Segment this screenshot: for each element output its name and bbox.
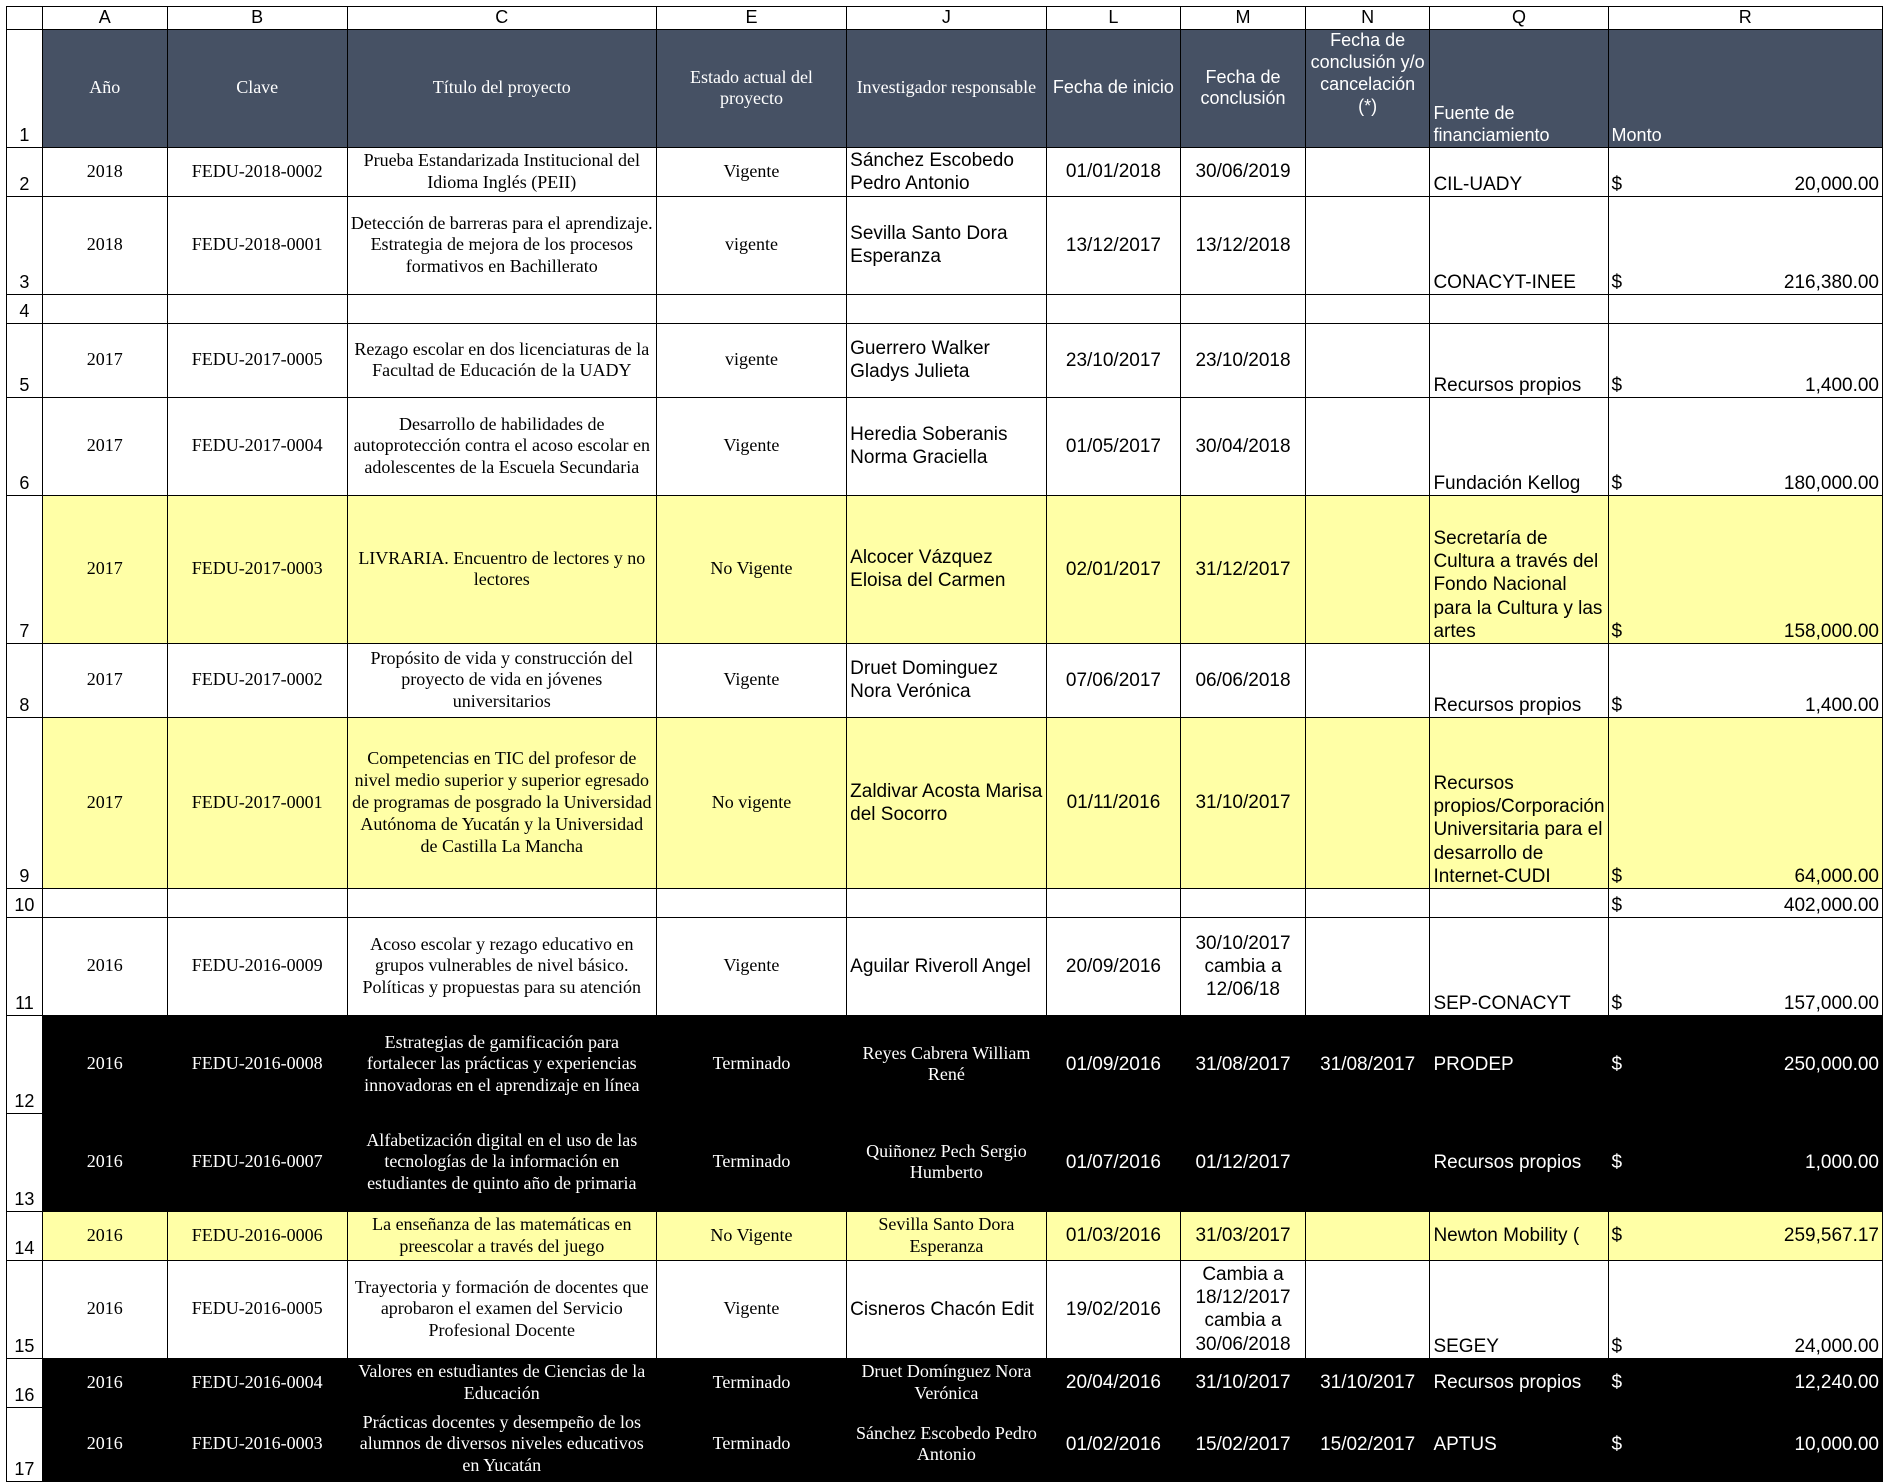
- cell-fecha-cancelacion[interactable]: [1305, 888, 1430, 917]
- cell-titulo[interactable]: [347, 888, 656, 917]
- row-number[interactable]: 1: [7, 29, 43, 147]
- cell-anio[interactable]: [42, 294, 167, 323]
- cell-fuente[interactable]: SEGEY: [1430, 1260, 1608, 1358]
- header-titulo[interactable]: Título del proyecto: [347, 29, 656, 147]
- cell-fecha-cancelacion[interactable]: [1305, 323, 1430, 397]
- table-row: [7, 1407, 1883, 1481]
- cell-fuente[interactable]: Newton Mobility (: [1430, 1211, 1608, 1260]
- cell-investigador[interactable]: Alcocer Vázquez Eloisa del Carmen: [847, 495, 1047, 643]
- cell-fecha-cancelacion[interactable]: [1305, 1260, 1430, 1358]
- currency-symbol: $: [1611, 472, 1623, 494]
- column-letter[interactable]: E: [656, 7, 846, 30]
- cell-clave[interactable]: FEDU-2017-0001: [167, 717, 347, 888]
- cell-anio[interactable]: 2016: [42, 917, 167, 1015]
- cell-fuente[interactable]: Recursos propios: [1430, 323, 1608, 397]
- cell-investigador[interactable]: Druet Dominguez Nora Verónica: [847, 643, 1047, 717]
- cell-fecha-conclusion[interactable]: 30/10/2017 cambia a 12/06/18: [1181, 917, 1306, 1015]
- cell-fuente[interactable]: [1430, 888, 1608, 917]
- cell-fecha-inicio[interactable]: 19/02/2016: [1046, 1260, 1181, 1358]
- currency-symbol: $: [1611, 1151, 1623, 1173]
- cell-monto[interactable]: [1608, 495, 1882, 643]
- column-header-row: [7, 7, 1883, 30]
- cell-investigador[interactable]: Sevilla Santo Dora Esperanza: [847, 196, 1047, 294]
- cell-estado[interactable]: [656, 888, 846, 917]
- cell-monto[interactable]: [1608, 196, 1882, 294]
- header-fuente[interactable]: Fuente de financiamiento: [1430, 29, 1608, 147]
- cell-titulo[interactable]: Prueba Estandarizada Institucional del Idioma Inglés (PEII): [347, 147, 656, 196]
- cell-anio[interactable]: 2016: [42, 1015, 167, 1113]
- cell-fuente[interactable]: PRODEP: [1430, 1015, 1608, 1113]
- cell-titulo[interactable]: Propósito de vida y construcción del proyecto de vida en jóvenes universitarios: [347, 643, 656, 717]
- cell-fuente[interactable]: [1430, 294, 1608, 323]
- cell-titulo[interactable]: [347, 294, 656, 323]
- cell-anio[interactable]: 2016: [42, 1358, 167, 1407]
- currency-symbol: $: [1611, 1372, 1623, 1394]
- amount-value: 1,400.00: [1805, 374, 1879, 396]
- table-row: [7, 495, 1883, 643]
- table-row: [7, 888, 1883, 917]
- header-fecha-inicio[interactable]: Fecha de inicio: [1046, 29, 1181, 147]
- cell-fecha-cancelacion[interactable]: [1305, 495, 1430, 643]
- cell-estado[interactable]: Terminado: [656, 1358, 846, 1407]
- table-row: [7, 717, 1883, 888]
- cell-fecha-cancelacion[interactable]: 15/02/2017: [1305, 1407, 1430, 1481]
- cell-fecha-inicio[interactable]: 23/10/2017: [1046, 323, 1181, 397]
- cell-fecha-cancelacion[interactable]: [1305, 147, 1430, 196]
- cell-fuente[interactable]: Recursos propios: [1430, 1358, 1608, 1407]
- cell-clave[interactable]: FEDU-2016-0006: [167, 1211, 347, 1260]
- currency-symbol: $: [1611, 1053, 1623, 1075]
- row-number[interactable]: 2: [7, 147, 43, 196]
- cell-clave[interactable]: [167, 294, 347, 323]
- cell-monto[interactable]: [1608, 888, 1882, 917]
- amount-value: 180,000.00: [1783, 472, 1879, 494]
- cell-estado[interactable]: No Vigente: [656, 495, 846, 643]
- table-row: [7, 1113, 1883, 1211]
- cell-estado[interactable]: [656, 294, 846, 323]
- cell-investigador[interactable]: [847, 888, 1047, 917]
- cell-clave[interactable]: FEDU-2016-0008: [167, 1015, 347, 1113]
- corner-cell[interactable]: [7, 7, 43, 30]
- cell-investigador[interactable]: Druet Domínguez Nora Verónica: [847, 1358, 1047, 1407]
- column-letter[interactable]: C: [347, 7, 656, 30]
- cell-fecha-cancelacion[interactable]: [1305, 196, 1430, 294]
- cell-clave[interactable]: FEDU-2017-0003: [167, 495, 347, 643]
- amount-value: 10,000.00: [1794, 1433, 1879, 1455]
- currency-symbol: $: [1611, 374, 1623, 396]
- cell-fecha-inicio[interactable]: 02/01/2017: [1046, 495, 1181, 643]
- table-row: [7, 643, 1883, 717]
- cell-anio[interactable]: 2017: [42, 643, 167, 717]
- header-anio[interactable]: Año: [42, 29, 167, 147]
- table-row: [7, 1211, 1883, 1260]
- table-row: [7, 1358, 1883, 1407]
- cell-fuente[interactable]: SEP-CONACYT: [1430, 917, 1608, 1015]
- table-row: [7, 917, 1883, 1015]
- cell-fecha-cancelacion[interactable]: 31/08/2017: [1305, 1015, 1430, 1113]
- cell-estado[interactable]: Vigente: [656, 643, 846, 717]
- table-row: [7, 323, 1883, 397]
- currency-symbol: $: [1611, 271, 1623, 293]
- row-number[interactable]: 14: [7, 1211, 43, 1260]
- cell-anio[interactable]: 2018: [42, 147, 167, 196]
- cell-titulo[interactable]: Estrategias de gamificación para fortalecer las prácticas y experiencias innovadoras en el aprendizaje en línea: [347, 1015, 656, 1113]
- header-fecha-conclusion[interactable]: Fecha de conclusión: [1181, 29, 1306, 147]
- row-number[interactable]: 11: [7, 917, 43, 1015]
- row-number[interactable]: 17: [7, 1407, 43, 1481]
- cell-fecha-inicio[interactable]: [1046, 294, 1181, 323]
- row-number[interactable]: 10: [7, 888, 43, 917]
- cell-monto[interactable]: [1608, 717, 1882, 888]
- cell-clave[interactable]: [167, 888, 347, 917]
- column-letter[interactable]: A: [42, 7, 167, 30]
- cell-monto[interactable]: [1608, 323, 1882, 397]
- cell-clave[interactable]: FEDU-2016-0009: [167, 917, 347, 1015]
- row-number[interactable]: 8: [7, 643, 43, 717]
- cell-monto[interactable]: [1608, 1015, 1882, 1113]
- cell-fecha-inicio[interactable]: [1046, 888, 1181, 917]
- cell-investigador[interactable]: Cisneros Chacón Edit: [847, 1260, 1047, 1358]
- currency-symbol: $: [1611, 1225, 1623, 1247]
- cell-fecha-conclusion[interactable]: 31/12/2017: [1181, 495, 1306, 643]
- header-investigador[interactable]: Investigador responsable: [847, 29, 1047, 147]
- cell-monto[interactable]: [1608, 294, 1882, 323]
- cell-fecha-conclusion[interactable]: 31/10/2017: [1181, 1358, 1306, 1407]
- row-number[interactable]: 7: [7, 495, 43, 643]
- cell-fuente[interactable]: Fundación Kellog: [1430, 397, 1608, 495]
- currency-symbol: $: [1611, 894, 1623, 916]
- currency-symbol: $: [1611, 173, 1623, 195]
- cell-estado[interactable]: Vigente: [656, 147, 846, 196]
- cell-fuente[interactable]: Secretaría de Cultura a través del Fondo Nacional para la Cultura y las artes: [1430, 495, 1608, 643]
- cell-anio[interactable]: 2017: [42, 495, 167, 643]
- cell-fecha-inicio[interactable]: 01/09/2016: [1046, 1015, 1181, 1113]
- table-row: [7, 1015, 1883, 1113]
- cell-titulo[interactable]: Acoso escolar y rezago educativo en grupos vulnerables de nivel básico. Políticas y propuestas para su atención: [347, 917, 656, 1015]
- cell-monto[interactable]: [1608, 397, 1882, 495]
- amount-value: 402,000.00: [1783, 894, 1879, 916]
- cell-estado[interactable]: Vigente: [656, 397, 846, 495]
- currency-symbol: $: [1611, 694, 1623, 716]
- cell-fecha-inicio[interactable]: 20/04/2016: [1046, 1358, 1181, 1407]
- cell-fuente[interactable]: Recursos propios: [1430, 1113, 1608, 1211]
- cell-fecha-conclusion[interactable]: [1181, 294, 1306, 323]
- cell-fecha-conclusion[interactable]: 30/06/2019: [1181, 147, 1306, 196]
- cell-clave[interactable]: FEDU-2018-0002: [167, 147, 347, 196]
- cell-fecha-inicio[interactable]: 01/01/2018: [1046, 147, 1181, 196]
- cell-anio[interactable]: 2016: [42, 1113, 167, 1211]
- currency-symbol: $: [1611, 620, 1623, 642]
- cell-investigador[interactable]: Sevilla Santo Dora Esperanza: [847, 1211, 1047, 1260]
- cell-anio[interactable]: 2017: [42, 717, 167, 888]
- column-letter[interactable]: N: [1305, 7, 1430, 30]
- row-number[interactable]: 6: [7, 397, 43, 495]
- header-fecha-cancelacion[interactable]: Fecha de conclusión y/o cancelación (*): [1305, 29, 1430, 147]
- cell-monto[interactable]: [1608, 1407, 1882, 1481]
- cell-fecha-conclusion[interactable]: 31/03/2017: [1181, 1211, 1306, 1260]
- currency-symbol: $: [1611, 1433, 1623, 1455]
- cell-clave[interactable]: FEDU-2018-0001: [167, 196, 347, 294]
- cell-investigador[interactable]: Sánchez Escobedo Pedro Antonio: [847, 1407, 1047, 1481]
- cell-fecha-cancelacion[interactable]: [1305, 917, 1430, 1015]
- cell-clave[interactable]: FEDU-2016-0004: [167, 1358, 347, 1407]
- column-letter[interactable]: Q: [1430, 7, 1608, 30]
- row-number[interactable]: 16: [7, 1358, 43, 1407]
- cell-investigador[interactable]: Zaldivar Acosta Marisa del Socorro: [847, 717, 1047, 888]
- amount-value: 1,000.00: [1805, 1151, 1879, 1173]
- cell-fecha-conclusion[interactable]: 01/12/2017: [1181, 1113, 1306, 1211]
- cell-estado[interactable]: Vigente: [656, 1260, 846, 1358]
- cell-monto[interactable]: [1608, 1113, 1882, 1211]
- row-number[interactable]: 15: [7, 1260, 43, 1358]
- amount-value: 216,380.00: [1783, 271, 1879, 293]
- row-number[interactable]: 13: [7, 1113, 43, 1211]
- cell-fecha-cancelacion[interactable]: [1305, 717, 1430, 888]
- cell-investigador[interactable]: Sánchez Escobedo Pedro Antonio: [847, 147, 1047, 196]
- spreadsheet-table: [6, 6, 1883, 1482]
- cell-investigador[interactable]: Guerrero Walker Gladys Julieta: [847, 323, 1047, 397]
- cell-fuente[interactable]: CIL-UADY: [1430, 147, 1608, 196]
- column-letter[interactable]: L: [1046, 7, 1181, 30]
- currency-symbol: $: [1611, 1335, 1623, 1357]
- cell-fecha-conclusion[interactable]: 30/04/2018: [1181, 397, 1306, 495]
- cell-fecha-inicio[interactable]: 01/02/2016: [1046, 1407, 1181, 1481]
- cell-anio[interactable]: 2016: [42, 1211, 167, 1260]
- cell-estado[interactable]: Terminado: [656, 1407, 846, 1481]
- cell-fecha-conclusion[interactable]: 31/10/2017: [1181, 717, 1306, 888]
- cell-anio[interactable]: 2018: [42, 196, 167, 294]
- cell-fecha-cancelacion[interactable]: [1305, 294, 1430, 323]
- cell-titulo[interactable]: La enseñanza de las matemáticas en preescolar a través del juego: [347, 1211, 656, 1260]
- cell-anio[interactable]: 2017: [42, 397, 167, 495]
- cell-fecha-cancelacion[interactable]: [1305, 643, 1430, 717]
- header-monto[interactable]: Monto: [1608, 29, 1882, 147]
- table-row: [7, 147, 1883, 196]
- cell-investigador[interactable]: Heredia Soberanis Norma Graciella: [847, 397, 1047, 495]
- row-number[interactable]: 9: [7, 717, 43, 888]
- cell-titulo[interactable]: Alfabetización digital en el uso de las tecnologías de la información en estudiantes de quinto año de primaria: [347, 1113, 656, 1211]
- cell-monto[interactable]: [1608, 643, 1882, 717]
- table-row: [7, 1260, 1883, 1358]
- cell-investigador[interactable]: Quiñonez Pech Sergio Humberto: [847, 1113, 1047, 1211]
- table-row: [7, 294, 1883, 323]
- cell-monto[interactable]: [1608, 1358, 1882, 1407]
- amount-value: 24,000.00: [1794, 1335, 1879, 1357]
- currency-symbol: $: [1611, 865, 1623, 887]
- cell-titulo[interactable]: Detección de barreras para el aprendizaje. Estrategia de mejora de los procesos formativos en Bachillerato: [347, 196, 656, 294]
- cell-fuente[interactable]: Recursos propios: [1430, 643, 1608, 717]
- cell-estado[interactable]: No vigente: [656, 717, 846, 888]
- header-estado[interactable]: Estado actual del proyecto: [656, 29, 846, 147]
- cell-monto[interactable]: [1608, 147, 1882, 196]
- cell-fecha-conclusion[interactable]: 06/06/2018: [1181, 643, 1306, 717]
- cell-fecha-conclusion[interactable]: 15/02/2017: [1181, 1407, 1306, 1481]
- column-letter[interactable]: R: [1608, 7, 1882, 30]
- cell-clave[interactable]: FEDU-2016-0005: [167, 1260, 347, 1358]
- cell-fecha-conclusion[interactable]: [1181, 888, 1306, 917]
- cell-fecha-conclusion[interactable]: Cambia a 18/12/2017 cambia a 30/06/2018: [1181, 1260, 1306, 1358]
- amount-value: 12,240.00: [1794, 1372, 1879, 1394]
- cell-investigador[interactable]: Aguilar Riveroll Angel: [847, 917, 1047, 1015]
- cell-fecha-inicio[interactable]: 20/09/2016: [1046, 917, 1181, 1015]
- cell-titulo[interactable]: Desarrollo de habilidades de autoprotección contra el acoso escolar en adolescentes de la Escuela Secundaria: [347, 397, 656, 495]
- cell-investigador[interactable]: [847, 294, 1047, 323]
- cell-fecha-inicio[interactable]: 13/12/2017: [1046, 196, 1181, 294]
- cell-anio[interactable]: 2016: [42, 1407, 167, 1481]
- cell-estado[interactable]: No Vigente: [656, 1211, 846, 1260]
- table-row: [7, 196, 1883, 294]
- currency-symbol: $: [1611, 992, 1623, 1014]
- cell-anio[interactable]: [42, 888, 167, 917]
- cell-titulo[interactable]: LIVRARIA. Encuentro de lectores y no lectores: [347, 495, 656, 643]
- cell-estado[interactable]: Terminado: [656, 1113, 846, 1211]
- cell-fecha-cancelacion[interactable]: [1305, 1113, 1430, 1211]
- cell-monto[interactable]: [1608, 917, 1882, 1015]
- cell-monto[interactable]: [1608, 1211, 1882, 1260]
- cell-fecha-inicio[interactable]: 01/11/2016: [1046, 717, 1181, 888]
- amount-value: 1,400.00: [1805, 694, 1879, 716]
- cell-clave[interactable]: FEDU-2017-0004: [167, 397, 347, 495]
- cell-titulo[interactable]: Trayectoria y formación de docentes que aprobaron el examen del Servicio Profesional Docente: [347, 1260, 656, 1358]
- cell-monto[interactable]: [1608, 1260, 1882, 1358]
- cell-fecha-cancelacion[interactable]: 31/10/2017: [1305, 1358, 1430, 1407]
- cell-titulo[interactable]: Prácticas docentes y desempeño de los alumnos de diversos niveles educativos en Yucatán: [347, 1407, 656, 1481]
- column-letter[interactable]: J: [847, 7, 1047, 30]
- cell-estado[interactable]: Terminado: [656, 1015, 846, 1113]
- cell-estado[interactable]: Vigente: [656, 917, 846, 1015]
- cell-fuente[interactable]: APTUS: [1430, 1407, 1608, 1481]
- cell-fecha-inicio[interactable]: 01/03/2016: [1046, 1211, 1181, 1260]
- amount-value: 157,000.00: [1783, 992, 1879, 1014]
- amount-value: 64,000.00: [1794, 865, 1879, 887]
- row-number[interactable]: 5: [7, 323, 43, 397]
- cell-fecha-inicio[interactable]: 07/06/2017: [1046, 643, 1181, 717]
- cell-fecha-conclusion[interactable]: 23/10/2018: [1181, 323, 1306, 397]
- column-letter[interactable]: B: [167, 7, 347, 30]
- cell-anio[interactable]: 2016: [42, 1260, 167, 1358]
- cell-anio[interactable]: 2017: [42, 323, 167, 397]
- cell-fecha-cancelacion[interactable]: [1305, 1211, 1430, 1260]
- amount-value: 158,000.00: [1783, 620, 1879, 642]
- column-letter[interactable]: M: [1181, 7, 1306, 30]
- cell-titulo[interactable]: Competencias en TIC del profesor de nivel medio superior y superior egresado de programas de posgrado la Universidad Autónoma de Yucatán y la Universidad de Castilla La Mancha: [347, 717, 656, 888]
- cell-titulo[interactable]: Rezago escolar en dos licenciaturas de la Facultad de Educación de la UADY: [347, 323, 656, 397]
- row-number[interactable]: 3: [7, 196, 43, 294]
- cell-clave[interactable]: FEDU-2016-0003: [167, 1407, 347, 1481]
- amount-value: 259,567.17: [1783, 1225, 1879, 1247]
- amount-value: 250,000.00: [1783, 1053, 1879, 1075]
- cell-fuente[interactable]: CONACYT-INEE: [1430, 196, 1608, 294]
- cell-fecha-conclusion[interactable]: 13/12/2018: [1181, 196, 1306, 294]
- cell-titulo[interactable]: Valores en estudiantes de Ciencias de la Educación: [347, 1358, 656, 1407]
- cell-investigador[interactable]: Reyes Cabrera William René: [847, 1015, 1047, 1113]
- cell-fecha-inicio[interactable]: 01/05/2017: [1046, 397, 1181, 495]
- cell-fecha-conclusion[interactable]: 31/08/2017: [1181, 1015, 1306, 1113]
- amount-value: 20,000.00: [1794, 173, 1879, 195]
- row-number[interactable]: 4: [7, 294, 43, 323]
- cell-estado[interactable]: vigente: [656, 323, 846, 397]
- cell-fecha-inicio[interactable]: 01/07/2016: [1046, 1113, 1181, 1211]
- cell-clave[interactable]: FEDU-2017-0005: [167, 323, 347, 397]
- header-clave[interactable]: Clave: [167, 29, 347, 147]
- table-header-row: [7, 29, 1883, 147]
- cell-clave[interactable]: FEDU-2017-0002: [167, 643, 347, 717]
- row-number[interactable]: 12: [7, 1015, 43, 1113]
- cell-estado[interactable]: vigente: [656, 196, 846, 294]
- cell-fuente[interactable]: Recursos propios/Corporación Universitaria para el desarrollo de Internet-CUDI: [1430, 717, 1608, 888]
- cell-clave[interactable]: FEDU-2016-0007: [167, 1113, 347, 1211]
- cell-fecha-cancelacion[interactable]: [1305, 397, 1430, 495]
- table-row: [7, 397, 1883, 495]
